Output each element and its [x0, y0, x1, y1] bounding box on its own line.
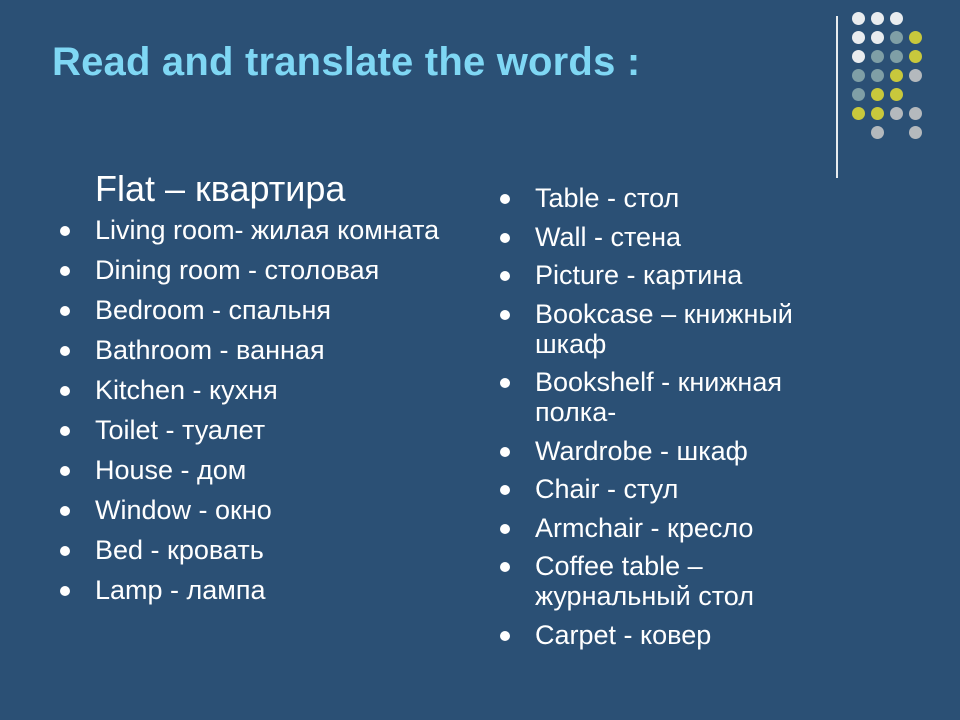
- list-item: [500, 551, 840, 611]
- bullet-icon: [500, 194, 510, 204]
- list-item-text: Table - стол: [535, 183, 680, 213]
- dot-white: [871, 12, 884, 25]
- list-item: [60, 295, 460, 325]
- bullet-icon: [60, 466, 70, 476]
- bullet-icon: [60, 546, 70, 556]
- dot-white: [852, 12, 865, 25]
- dot-gray: [909, 107, 922, 120]
- vertical-divider: [836, 16, 838, 178]
- bullet-icon: [500, 310, 510, 320]
- list-item-text: Toilet - туалет: [95, 415, 266, 445]
- list-item-text: Wardrobe - шкаф: [535, 435, 748, 466]
- list-item: [500, 513, 840, 543]
- right-word-list: [500, 183, 840, 658]
- list-item: [60, 495, 460, 525]
- dot-grid-icon: [852, 12, 942, 157]
- bullet-icon: [500, 631, 510, 641]
- dot-yellow: [871, 88, 884, 101]
- list-item: [500, 620, 840, 650]
- bullet-icon: [60, 586, 70, 596]
- list-item-text: Carpet - ковер: [535, 619, 712, 650]
- bullet-icon: [500, 562, 510, 572]
- bullet-icon: [60, 266, 70, 276]
- bullet-icon: [500, 485, 510, 495]
- list-item: [60, 455, 460, 485]
- dot-white: [852, 50, 865, 63]
- list-heading: Flat – квартира: [95, 168, 346, 209]
- list-item-text: Living room- жилая комната: [95, 215, 440, 245]
- list-item-text: Chair - стул: [535, 474, 679, 504]
- bullet-icon: [500, 447, 510, 457]
- list-item: [500, 222, 840, 252]
- left-word-list: [60, 165, 460, 615]
- list-item: [60, 335, 460, 365]
- dot-teal: [890, 31, 903, 44]
- list-item: [500, 474, 840, 504]
- list-item-text: Coffee table – журнальный стол: [535, 551, 754, 611]
- dot-white: [852, 31, 865, 44]
- dot-white: [890, 12, 903, 25]
- bullet-icon: [60, 426, 70, 436]
- dot-teal: [871, 50, 884, 63]
- list-item: [60, 255, 460, 285]
- bullet-icon: [60, 346, 70, 356]
- list-item: [60, 375, 460, 405]
- list-item-text: Bookshelf - книжная полка-: [535, 367, 782, 427]
- bullet-icon: [500, 378, 510, 388]
- list-item-text: Bed - кровать: [95, 535, 264, 565]
- bullet-icon: [60, 506, 70, 516]
- list-item: [60, 535, 460, 565]
- dot-gray: [909, 69, 922, 82]
- dot-gray: [909, 126, 922, 139]
- list-item-text: Bedroom - спальня: [95, 295, 332, 325]
- list-item-text: Lamp - лампа: [95, 575, 266, 605]
- dot-yellow: [890, 69, 903, 82]
- list-item: [500, 436, 840, 466]
- dot-yellow: [852, 107, 865, 120]
- bullet-icon: [500, 233, 510, 243]
- dot-yellow: [890, 88, 903, 101]
- dot-teal: [871, 69, 884, 82]
- bullet-icon: [60, 306, 70, 316]
- list-item-text: Dining room - столовая: [95, 255, 380, 285]
- list-item: [500, 183, 840, 213]
- list-item-text: Bookcase – книжный шкаф: [535, 298, 793, 359]
- dot-teal: [852, 69, 865, 82]
- list-item-text: Bathroom - ванная: [95, 335, 325, 365]
- dot-teal: [852, 88, 865, 101]
- dot-gray: [890, 107, 903, 120]
- list-item: [60, 575, 460, 605]
- dot-yellow: [909, 31, 922, 44]
- list-item-text: Window - окно: [95, 495, 272, 525]
- dot-white: [871, 31, 884, 44]
- bullet-icon: [500, 524, 510, 534]
- dot-teal: [890, 50, 903, 63]
- list-item-text: Picture - картина: [535, 260, 743, 290]
- list-item-text: Armchair - кресло: [535, 512, 754, 543]
- list-item: [60, 415, 460, 445]
- list-item-text: House - дом: [95, 455, 247, 485]
- list-item-text: Wall - стена: [535, 221, 681, 252]
- slide-title: Read and translate the words :: [52, 40, 641, 84]
- list-item: [60, 215, 460, 245]
- dot-yellow: [909, 50, 922, 63]
- bullet-icon: [60, 386, 70, 396]
- list-item: [500, 260, 840, 290]
- bullet-icon: [60, 226, 70, 236]
- list-item: [500, 299, 840, 359]
- list-item: [500, 367, 840, 427]
- list-item-text: Kitchen - кухня: [95, 375, 278, 405]
- dot-gray: [871, 126, 884, 139]
- dot-yellow: [871, 107, 884, 120]
- bullet-icon: [500, 271, 510, 281]
